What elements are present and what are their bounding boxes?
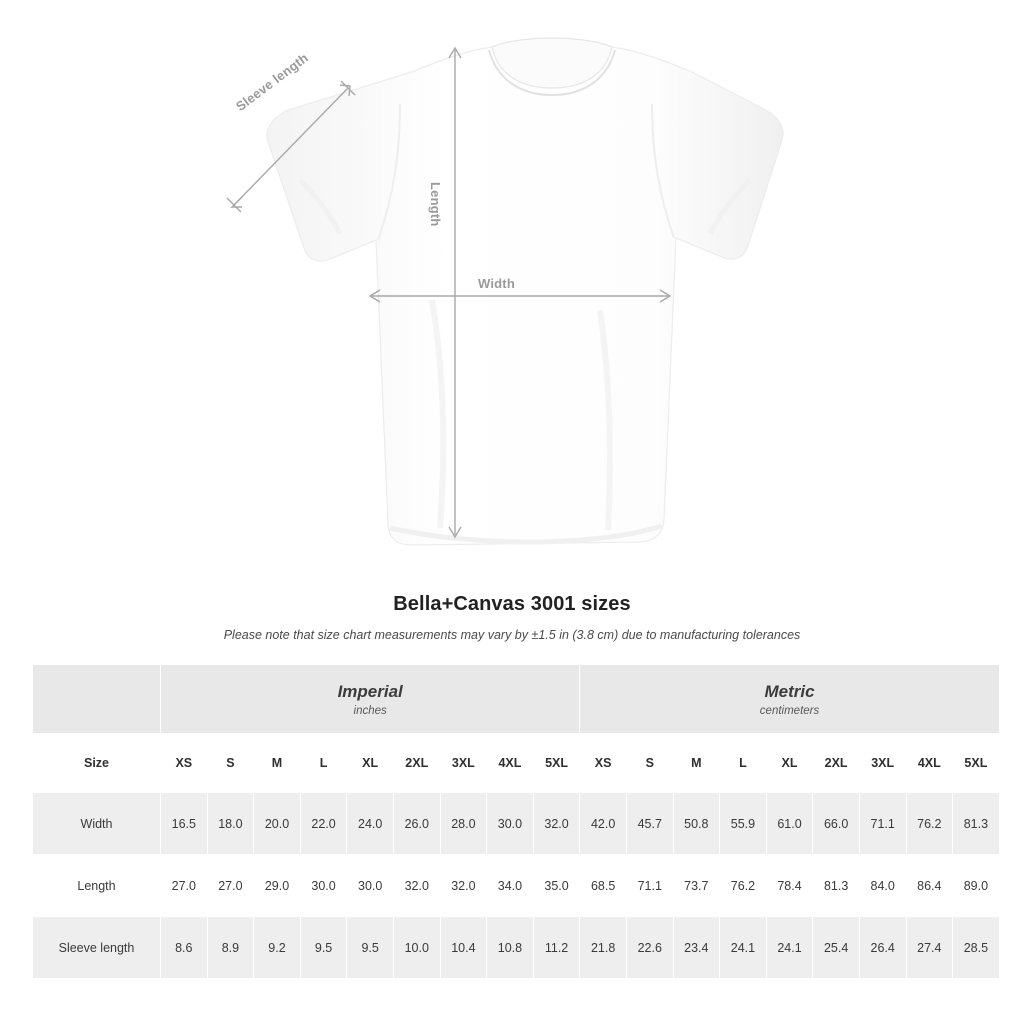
size-header-cell: 5XL <box>953 734 1000 793</box>
table-cell: 28.0 <box>440 793 487 855</box>
size-header-cell: 2XL <box>393 734 440 793</box>
table-cell: 30.0 <box>347 855 394 917</box>
size-table-wrapper <box>32 664 992 979</box>
table-cell: 27.4 <box>906 917 953 979</box>
size-header-cell: S <box>626 734 673 793</box>
size-table <box>32 664 1000 979</box>
table-cell: 24.1 <box>720 917 767 979</box>
tolerance-note: Please note that size chart measurements may vary by ±1.5 in (3.8 cm) due to manufacturing tolerances <box>223 628 801 642</box>
table-cell: 26.4 <box>859 917 906 979</box>
table-cell: 66.0 <box>813 793 860 855</box>
table-cell: 22.0 <box>300 793 347 855</box>
size-header-cell: M <box>673 734 720 793</box>
table-cell: 10.0 <box>393 917 440 979</box>
table-cell: 81.3 <box>953 793 1000 855</box>
table-cell: 29.0 <box>254 855 301 917</box>
table-cell: 25.4 <box>813 917 860 979</box>
table-cell: 26.0 <box>393 793 440 855</box>
table-cell: 20.0 <box>254 793 301 855</box>
table-cell: 24.0 <box>347 793 394 855</box>
size-header-cell: XS <box>161 734 208 793</box>
table-cell: 21.8 <box>580 917 627 979</box>
row-label-length: Length <box>33 855 161 917</box>
table-cell: 68.5 <box>580 855 627 917</box>
table-cell: 9.5 <box>347 917 394 979</box>
unit-group-imperial-name: Imperial <box>337 681 403 701</box>
size-header-cell: 2XL <box>813 734 860 793</box>
sleeve-length-dimension-label: Sleeve length <box>233 49 312 114</box>
size-header-cell: XL <box>347 734 394 793</box>
table-cell: 32.0 <box>440 855 487 917</box>
unit-group-metric-name: Metric <box>764 681 815 701</box>
size-header-cell: S <box>207 734 254 793</box>
size-header-label: Size <box>33 734 161 793</box>
row-label-width: Width <box>33 793 161 855</box>
table-cell: 81.3 <box>813 855 860 917</box>
table-cell: 50.8 <box>673 793 720 855</box>
table-cell: 10.8 <box>487 917 534 979</box>
size-header-cell: 3XL <box>859 734 906 793</box>
table-cell: 27.0 <box>207 855 254 917</box>
table-row <box>33 855 1000 917</box>
table-cell: 89.0 <box>953 855 1000 917</box>
table-cell: 73.7 <box>673 855 720 917</box>
table-cell: 9.5 <box>300 917 347 979</box>
size-header-cell: 4XL <box>487 734 534 793</box>
table-cell: 22.6 <box>626 917 673 979</box>
table-cell: 71.1 <box>859 793 906 855</box>
table-cell: 9.2 <box>254 917 301 979</box>
size-header-cell: M <box>254 734 301 793</box>
size-header-cell: 5XL <box>533 734 580 793</box>
table-cell: 10.4 <box>440 917 487 979</box>
table-cell: 34.0 <box>487 855 534 917</box>
unit-group-metric <box>580 665 999 734</box>
unit-header-row <box>33 665 1000 734</box>
table-row <box>33 917 1000 979</box>
table-cell: 16.5 <box>161 793 208 855</box>
table-cell: 23.4 <box>673 917 720 979</box>
table-cell: 55.9 <box>720 793 767 855</box>
table-cell: 32.0 <box>393 855 440 917</box>
unit-group-metric-sub: centimeters <box>759 705 820 718</box>
table-cell: 27.0 <box>161 855 208 917</box>
size-header-row <box>33 734 1000 793</box>
size-header-cell: 4XL <box>906 734 953 793</box>
table-cell: 76.2 <box>720 855 767 917</box>
size-header-cell: 3XL <box>440 734 487 793</box>
table-corner-cell <box>33 665 161 734</box>
table-cell: 42.0 <box>580 793 627 855</box>
table-cell: 86.4 <box>906 855 953 917</box>
table-cell: 30.0 <box>487 793 534 855</box>
table-cell: 28.5 <box>953 917 1000 979</box>
size-header-cell: XL <box>766 734 813 793</box>
width-dimension-label: Width <box>478 276 515 291</box>
size-header-cell: XS <box>580 734 627 793</box>
length-dimension-label: Length <box>428 182 443 227</box>
unit-group-imperial-sub: inches <box>353 705 387 718</box>
table-cell: 76.2 <box>906 793 953 855</box>
table-cell: 84.0 <box>859 855 906 917</box>
size-header-cell: L <box>300 734 347 793</box>
table-cell: 18.0 <box>207 793 254 855</box>
table-cell: 35.0 <box>533 855 580 917</box>
size-header-cell: L <box>720 734 767 793</box>
row-label-sleeve-length: Sleeve length <box>33 917 161 979</box>
table-cell: 8.6 <box>161 917 208 979</box>
table-cell: 45.7 <box>626 793 673 855</box>
table-cell: 11.2 <box>533 917 580 979</box>
table-cell: 30.0 <box>300 855 347 917</box>
page-title: Bella+Canvas 3001 sizes <box>393 593 631 615</box>
table-cell: 8.9 <box>207 917 254 979</box>
table-cell: 71.1 <box>626 855 673 917</box>
table-row <box>33 793 1000 855</box>
table-cell: 78.4 <box>766 855 813 917</box>
table-cell: 32.0 <box>533 793 580 855</box>
table-cell: 24.1 <box>766 917 813 979</box>
title-block <box>0 593 1024 642</box>
table-cell: 61.0 <box>766 793 813 855</box>
unit-group-imperial <box>161 665 580 734</box>
